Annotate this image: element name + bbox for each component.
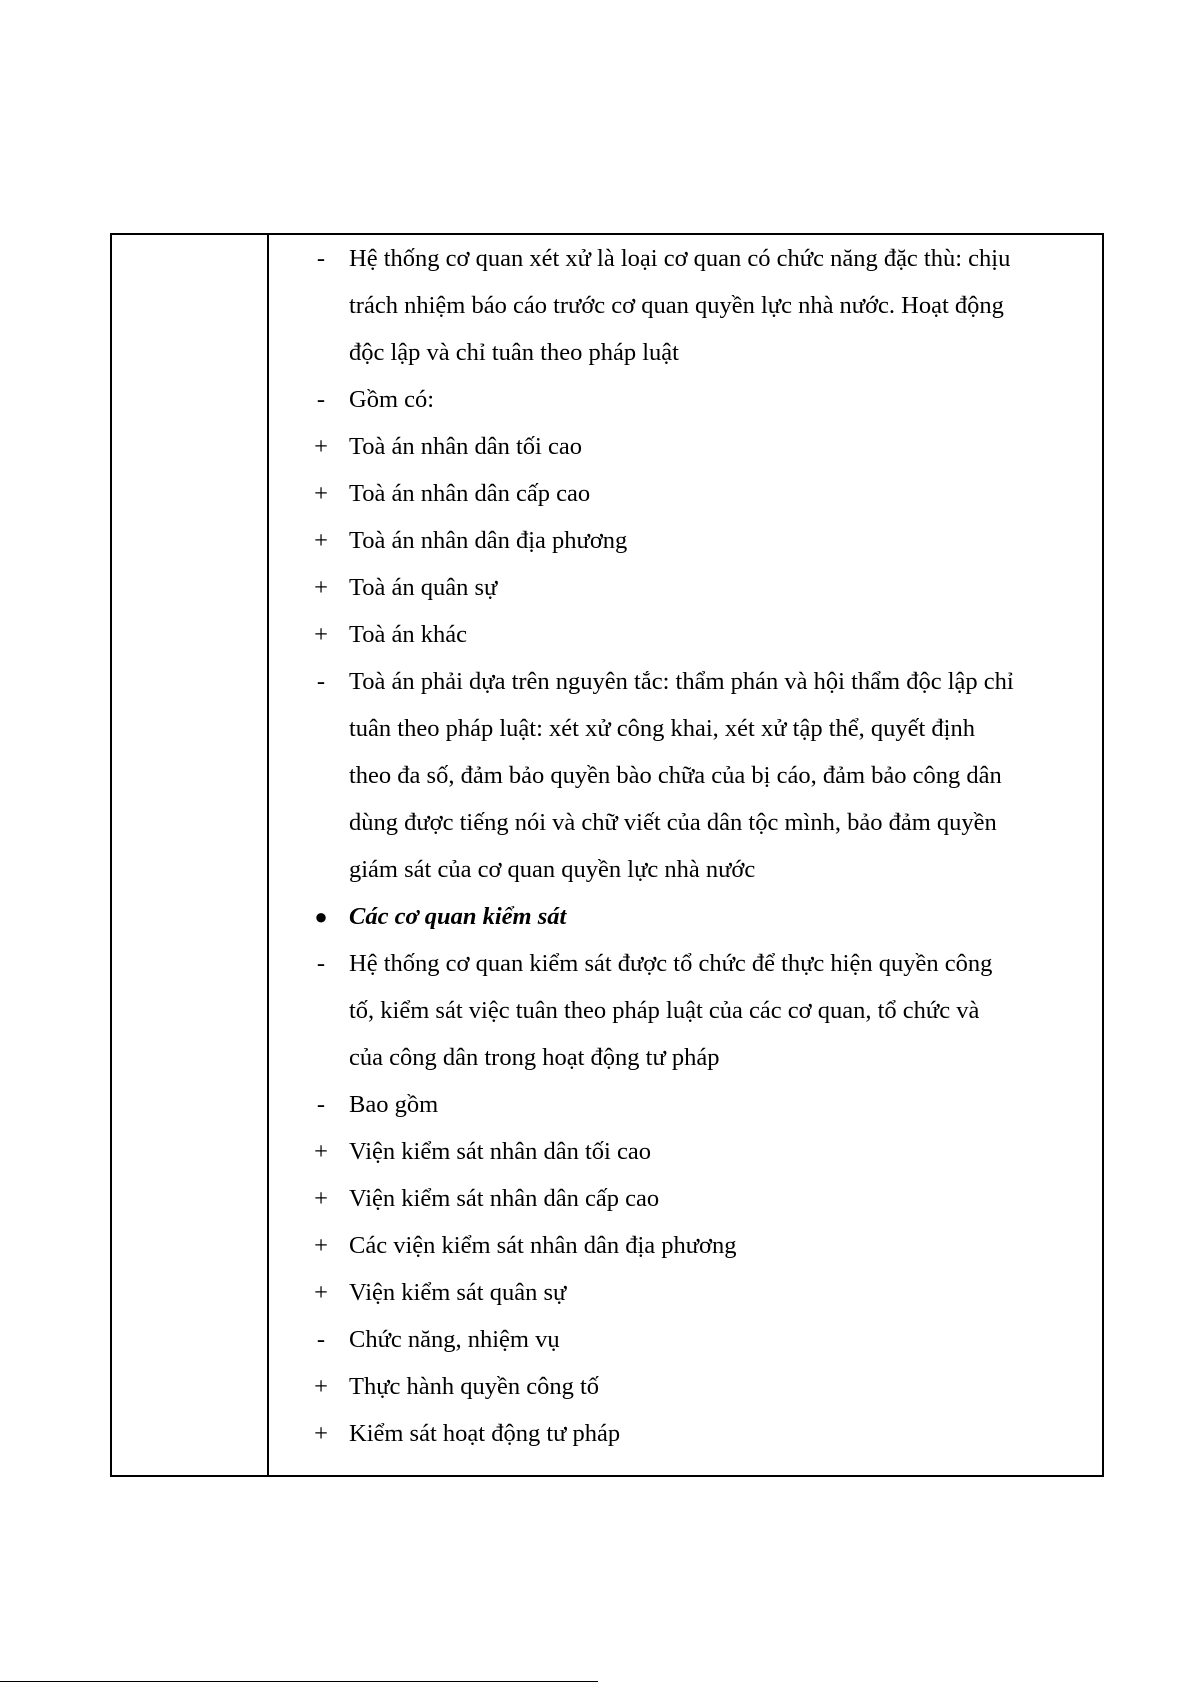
line-text: Toà án khác <box>349 621 468 648</box>
text-line <box>269 1185 1102 1232</box>
line-text: Toà án phải dựa trên nguyên tắc: thẩm phán và hội thẩm độc lập chỉ <box>349 668 1014 695</box>
line-text: trách nhiệm báo cáo trước cơ quan quyền lực nhà nước. Hoạt động <box>349 292 1004 319</box>
line-text: Hệ thống cơ quan xét xử là loại cơ quan có chức năng đặc thù: chịu <box>349 245 1011 272</box>
line-text: Hệ thống cơ quan kiểm sát được tổ chức để thực hiện quyền công <box>349 950 993 977</box>
text-line <box>269 997 1102 1044</box>
text-line <box>269 386 1102 433</box>
text-line <box>269 527 1102 574</box>
table-left-cell <box>112 235 269 1475</box>
section-heading <box>269 903 1102 950</box>
text-line <box>269 809 1102 856</box>
text-line <box>269 433 1102 480</box>
list-marker: - <box>316 1326 326 1353</box>
text-line <box>269 480 1102 527</box>
line-text: giám sát của cơ quan quyền lực nhà nước <box>349 856 756 883</box>
content-table <box>110 233 1104 1477</box>
text-line <box>269 339 1102 386</box>
list-marker: + <box>314 574 328 601</box>
text-line <box>269 621 1102 668</box>
list-marker: + <box>314 621 328 648</box>
text-line <box>269 1232 1102 1279</box>
line-text: theo đa số, đảm bảo quyền bào chữa của bị cáo, đảm bảo công dân <box>349 762 1002 789</box>
list-marker: - <box>316 1091 326 1118</box>
list-marker: + <box>314 527 328 554</box>
text-line <box>269 856 1102 903</box>
line-text: dùng được tiếng nói và chữ viết của dân tộc mình, bảo đảm quyền <box>349 809 997 836</box>
text-line <box>269 1373 1102 1420</box>
footnote-divider <box>0 1681 598 1682</box>
text-line <box>269 1044 1102 1091</box>
line-text: Các viện kiểm sát nhân dân địa phương <box>349 1232 737 1259</box>
line-text: của công dân trong hoạt động tư pháp <box>349 1044 720 1071</box>
line-text: Chức năng, nhiệm vụ <box>349 1326 560 1353</box>
list-marker: - <box>316 386 326 413</box>
list-marker: + <box>314 433 328 460</box>
line-text: Kiểm sát hoạt động tư pháp <box>349 1420 621 1447</box>
list-marker: + <box>314 480 328 507</box>
line-text: Toà án quân sự <box>349 574 498 601</box>
text-line <box>269 1279 1102 1326</box>
list-marker: + <box>314 1420 328 1447</box>
line-text: Viện kiểm sát nhân dân tối cao <box>349 1138 651 1165</box>
list-marker: + <box>314 1279 328 1306</box>
text-line <box>269 574 1102 621</box>
bullet-icon: ● <box>314 904 328 929</box>
line-text: Toà án nhân dân tối cao <box>349 433 582 460</box>
list-marker: - <box>316 950 326 977</box>
text-line <box>269 762 1102 809</box>
list-marker: - <box>316 245 326 272</box>
line-text: Toà án nhân dân địa phương <box>349 527 628 554</box>
text-line <box>269 668 1102 715</box>
text-line <box>269 1326 1102 1373</box>
text-line <box>269 1420 1102 1467</box>
line-text: độc lập và chỉ tuân theo pháp luật <box>349 339 679 366</box>
text-line <box>269 715 1102 762</box>
line-text: Viện kiểm sát nhân dân cấp cao <box>349 1185 660 1212</box>
text-line <box>269 292 1102 339</box>
list-marker: - <box>316 668 326 695</box>
line-text: Thực hành quyền công tố <box>349 1373 600 1400</box>
list-marker: + <box>314 1232 328 1259</box>
line-text: Viện kiểm sát quân sự <box>349 1279 567 1306</box>
line-text: Toà án nhân dân cấp cao <box>349 480 591 507</box>
list-marker: + <box>314 1373 328 1400</box>
text-line <box>269 245 1102 292</box>
list-marker: + <box>314 1138 328 1165</box>
list-marker: + <box>314 1185 328 1212</box>
line-text: tuân theo pháp luật: xét xử công khai, xét xử tập thể, quyết định <box>349 715 975 742</box>
text-line <box>269 1138 1102 1185</box>
table-right-cell <box>269 235 1102 1475</box>
text-line <box>269 1091 1102 1138</box>
text-line <box>269 950 1102 997</box>
line-text: Bao gồm <box>349 1091 439 1118</box>
heading-text: Các cơ quan kiểm sát <box>349 903 567 930</box>
line-text: Gồm có: <box>349 386 435 413</box>
line-text: tố, kiểm sát việc tuân theo pháp luật của các cơ quan, tổ chức và <box>349 997 980 1024</box>
